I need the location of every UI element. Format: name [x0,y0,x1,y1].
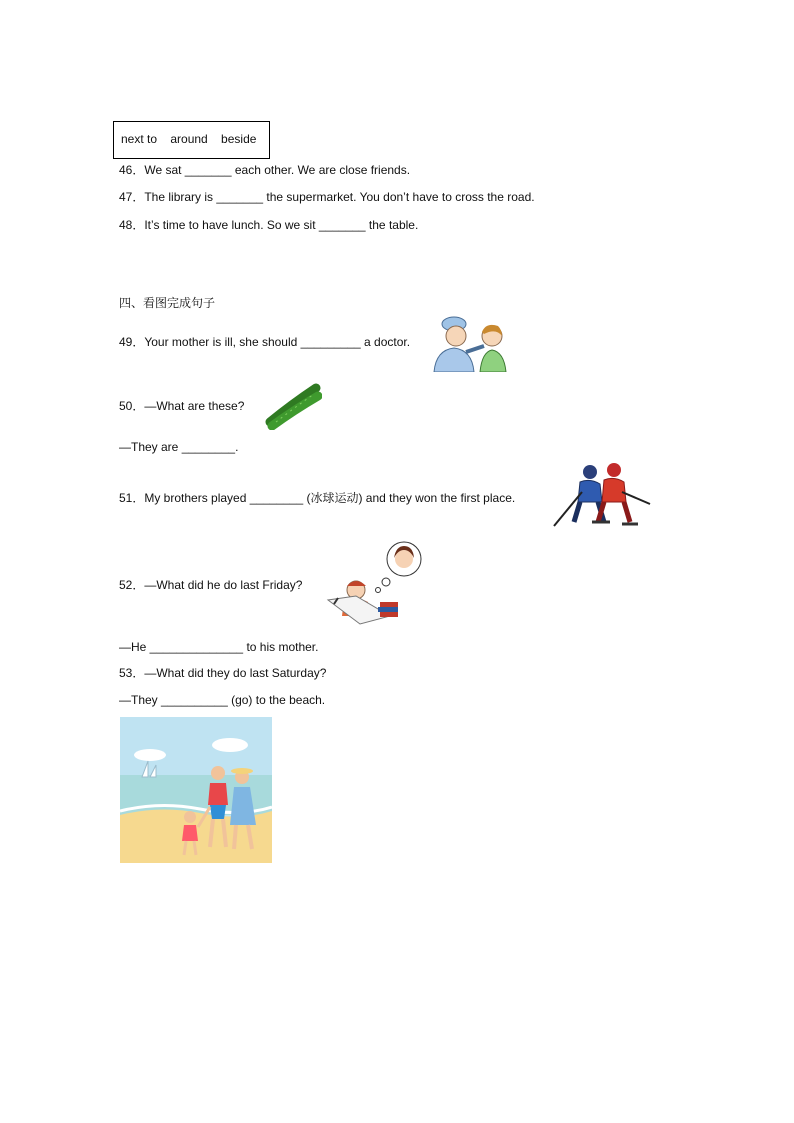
question-50-answer: —They are ________. [119,440,239,454]
question-53-answer: —They __________ (go) to the beach. [119,693,326,707]
ice-hockey-image [552,462,652,530]
section-heading: 四、看图完成句子 [119,296,216,310]
family-beach-image [120,717,272,863]
question-46: 46．We sat _______ each other. We are close friends. [119,163,411,177]
word-bank: next to around beside [121,132,257,146]
doctor-patient-image [432,312,508,372]
question-47: 47．The library is _______ the supermarket. You don’t have to cross the road. [119,190,535,204]
cucumber-image [264,382,322,430]
question-53-ask: 53．—What did they do last Saturday? [119,666,327,680]
question-52-ask: 52．—What did he do last Friday? [119,578,303,592]
question-52-answer: —He ______________ to his mother. [119,640,319,654]
question-51: 51．My brothers played ________ (冰球运动) and they won the first place. [119,491,516,505]
word-bank-box [113,121,270,159]
question-49: 49．Your mother is ill, she should _________ a doctor. [119,335,411,349]
question-50-ask: 50．—What are these? [119,399,245,413]
question-48: 48．It’s time to have lunch. So we sit _______ the table. [119,218,419,232]
boy-writing-letter-image [320,540,426,628]
